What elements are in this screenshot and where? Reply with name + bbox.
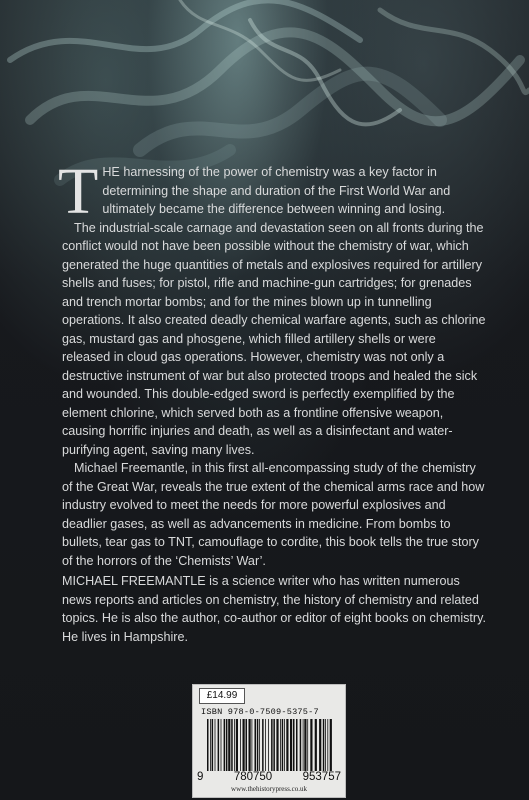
barcode-digits (197, 771, 341, 783)
author-bio: MICHAEL FREEMANTLE is a science writer who has written numerous news reports and articles on chemistry, the history of chemistry and related topics. He is also the author, co-author or editor of eight books on chemistry. He lives in Hampshire. (62, 574, 486, 644)
drop-cap: T (58, 155, 99, 228)
blurb-paragraph-1-text: HE harnessing of the power of chemistry was a key factor in determining the shape and duration of the First World War and ultimately became the difference between winning and losing. (102, 165, 451, 216)
barcode-panel (192, 684, 346, 798)
barcode-digit-group: 780750 (233, 771, 273, 783)
isbn-label: ISBN 978-0-7509-5375-7 (201, 707, 319, 717)
barcode-digit-group: 953757 (302, 771, 341, 783)
blurb-paragraph-1 (58, 155, 487, 228)
blurb-paragraph-3: Michael Freemantle, in this first all-encompassing study of the chemistry of the Great War, reveals the true extent of the chemical arms race and how industry evolved to meet the needs for more powerful explosives and deadlier gases, as well as advancements in medicine. From bombs to bullets, tear gas to TNT, camouflage to cordite, this book tells the true story of the horrors of the ‘Chemists’ War’. (62, 461, 485, 568)
barcode-bars (207, 719, 333, 771)
barcode-digit-group: 9 (197, 771, 204, 783)
blurb-paragraph-2: The industrial-scale carnage and devastation seen on all fronts during the conflict would not have been possible without the chemistry of war, which generated the huge quantities of metals and explosives required for artillery shells and fuses; for pistol, rifle and machine-gun cartridges; for grenades and trench mortar bombs; and for the mines blown up in tunnelling operations. It also created deadly chemical warfare agents, such as chlorine gas, mustard gas and phosgene, which filled artillery shells or were released in cloud gas operations. However, chemistry was not only a destructive instrument of war but also protected troops and healed the sick and wounded. This double-edged sword is perfectly exemplified by the element chlorine, which served both as a frontline offensive weapon, causing horrific injuries and death, as well as a disinfectant and water-purifying agent, saving many lives. (62, 220, 486, 457)
blurb (58, 155, 487, 570)
price-tag: £14.99 (199, 688, 245, 704)
publisher-url: www.thehistorypress.co.uk (231, 785, 307, 793)
